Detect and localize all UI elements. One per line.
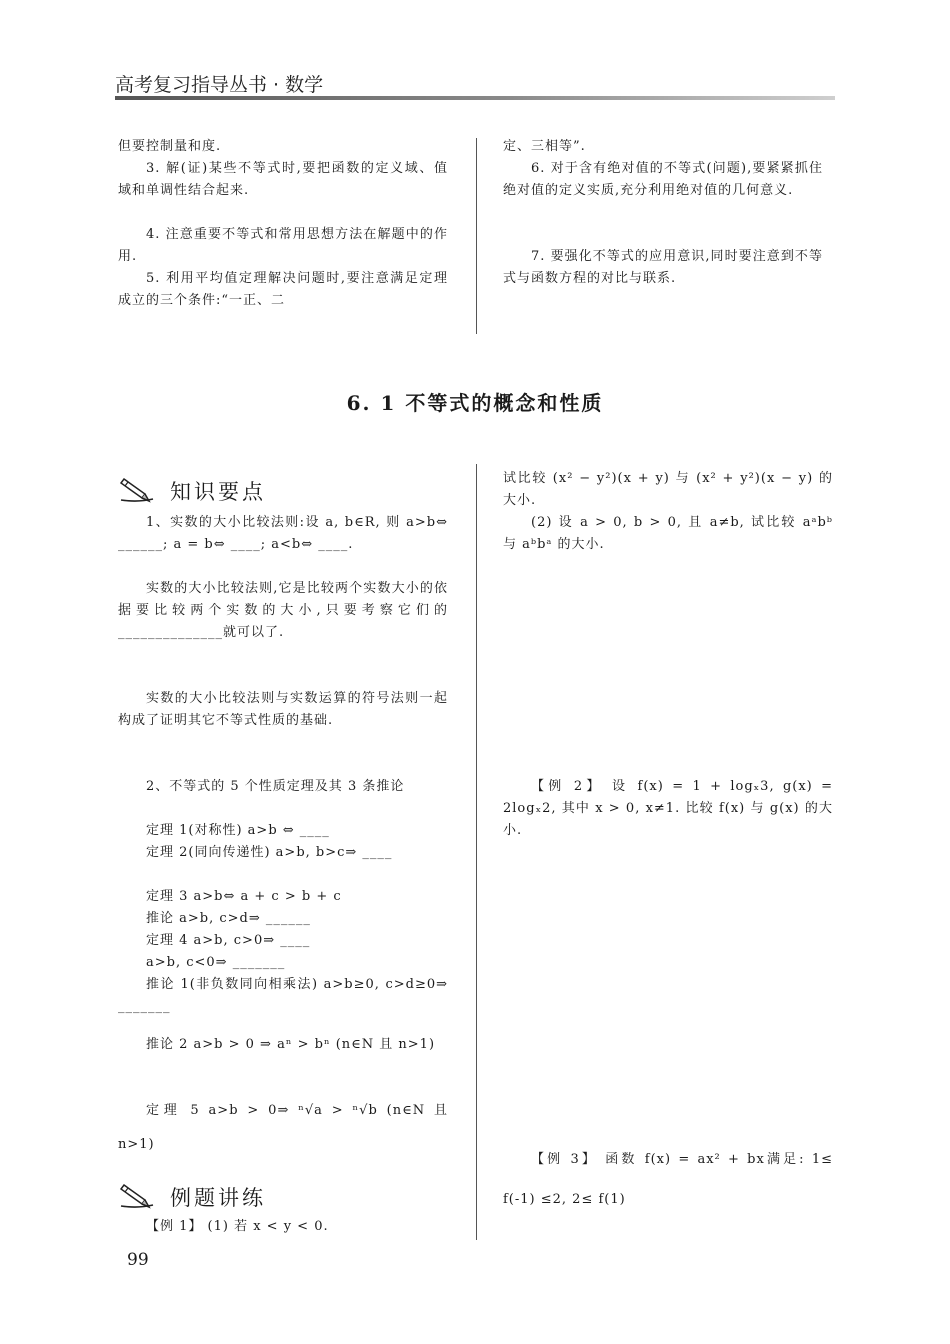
intro-left-paragraph: 但要控制量和度. <box>118 139 222 154</box>
knowledge-paragraph: 实数的大小比较法则与实数运算的符号法则一起构成了证明其它不等式性质的基础. <box>118 691 448 728</box>
header-rule <box>115 96 835 100</box>
example-1-part-1: 试比较 (x² − y²)(x + y) 与 (x² + y²)(x − y) 的大小. <box>503 471 833 508</box>
pencil-writing-icon <box>118 1180 156 1214</box>
intro-left-paragraph: 3. 解(证)某些不等式时,要把函数的定义域、值域和单调性结合起来. <box>118 161 448 198</box>
intro-left-paragraph: 4. 注意重要不等式和常用思想方法在解题中的作用. <box>118 227 448 264</box>
knowledge-paragraph: 推论 1(非负数同向相乘法) a>b≥0, c>d≥0⇒ _______ <box>118 977 448 1014</box>
intro-right-paragraph: 定、三相等”. <box>503 139 586 154</box>
example-1-intro: 【例 1】 (1) 若 x < y < 0. <box>146 1219 329 1234</box>
knowledge-paragraph: 定理 4 a>b, c>0⇒ ____ <box>146 933 311 948</box>
knowledge-paragraph: 定理 1(对称性) a>b ⇔ ____ <box>146 823 330 838</box>
knowledge-paragraph: 推论 2 a>b > 0 ⇒ aⁿ > bⁿ (n∈N 且 n>1) <box>146 1037 436 1052</box>
book-header: 高考复习指导丛书 · 数学 <box>115 74 324 96</box>
knowledge-paragraph: 定理 2(同向传递性) a>b, b>c⇒ ____ <box>146 845 393 860</box>
example-2: 【例 2】 设 f(x) = 1 + logₓ3, g(x) = 2logₓ2, 其中 x > 0, x≠1. 比较 f(x) 与 g(x) 的大小. <box>503 779 833 838</box>
page-number: 99 <box>127 1250 149 1270</box>
examples-heading <box>118 1180 266 1214</box>
knowledge-heading-text: 知识要点 <box>170 480 266 504</box>
knowledge-paragraph: 定理 5 a>b > 0⇒ ⁿ√a > ⁿ√b (n∈N 且 n>1) <box>118 1103 448 1152</box>
example-1-part-2: (2) 设 a > 0, b > 0, 且 a≠b, 试比较 aᵃbᵇ 与 aᵇbᵃ 的大小. <box>503 515 833 552</box>
examples-heading-text: 例题讲练 <box>170 1186 266 1210</box>
knowledge-paragraph: a>b, c<0⇒ _______ <box>146 955 286 970</box>
intro-right-paragraph: 6. 对于含有绝对值的不等式(问题),要紧紧抓住绝对值的定义实质,充分利用绝对值的几何意义. <box>503 161 823 198</box>
example-3: 【例 3】 函数 f(x) = ax² + bx满足: 1≤ f(-1) ≤2, 2≤ f(1) <box>503 1152 833 1207</box>
knowledge-paragraph: 定理 3 a>b⇔ a + c > b + c <box>146 889 342 904</box>
section-title: 6. 1 不等式的概念和性质 <box>346 391 604 415</box>
body-column-divider <box>476 464 477 1240</box>
knowledge-paragraph: 2、不等式的 5 个性质定理及其 3 条推论 <box>146 779 405 794</box>
intro-right-paragraph: 7. 要强化不等式的应用意识,同时要注意到不等式与函数方程的对比与联系. <box>503 249 823 286</box>
pencil-writing-icon <box>118 474 156 508</box>
knowledge-paragraph: 推论 a>b, c>d⇒ ______ <box>146 911 311 926</box>
knowledge-paragraph: 1、实数的大小比较法则:设 a, b∈R, 则 a>b⇔ ______; a = b⇔ ____; a<b⇔ ____. <box>118 515 448 552</box>
intro-column-divider <box>476 138 477 334</box>
knowledge-paragraph: 实数的大小比较法则,它是比较两个实数大小的依据要比较两个实数的大小,只要考察它们的 ______________就可以了. <box>118 581 448 640</box>
intro-left-paragraph: 5. 利用平均值定理解决问题时,要注意满足定理成立的三个条件:“一正、二 <box>118 271 448 308</box>
knowledge-heading <box>118 474 266 508</box>
